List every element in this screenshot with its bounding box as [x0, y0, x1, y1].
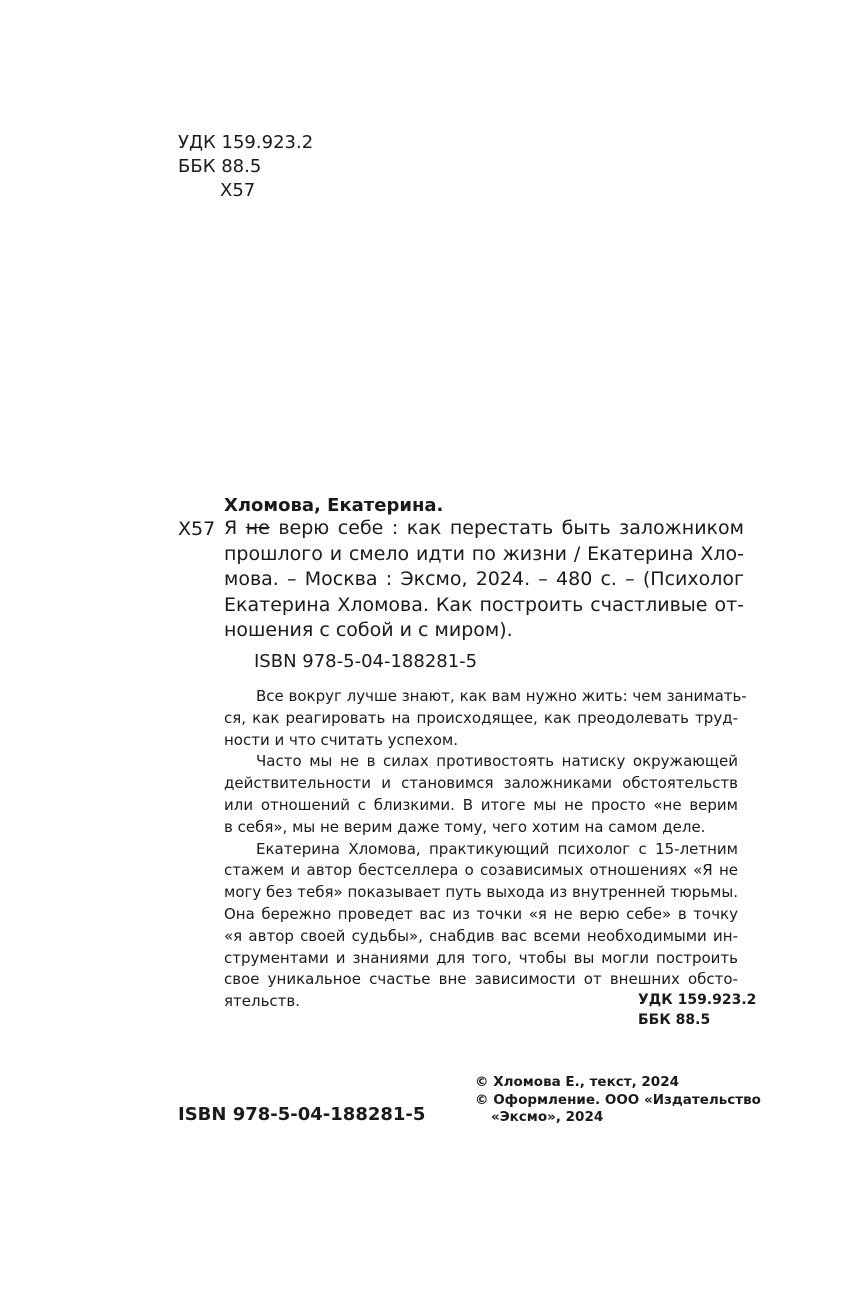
bottom-udk-code: УДК 159.923.2: [638, 992, 757, 1008]
copyright-line: © Хломова Е., текст, 2024: [475, 1074, 679, 1090]
annotation-line: струментами и знаниями для того, чтобы вы могли построить: [224, 948, 738, 967]
copyright-line: «Эксмо», 2024: [491, 1109, 604, 1125]
copyright-line: © Оформление. ООО «Издательство: [475, 1091, 761, 1108]
bibliographic-description: [224, 516, 744, 644]
annotation-line: Часто мы не в силах противостоять натиску окружающей: [256, 752, 738, 771]
title-prefix: Я: [224, 517, 238, 539]
bottom-isbn: ISBN 978-5-04-188281-5: [178, 1104, 426, 1125]
title-line: Екатерина Хломова. Как построить счастливые от-: [224, 593, 744, 616]
annotation-line: действительности и становимся заложниками обстоятельств: [224, 774, 738, 793]
annotation-line: ся, как реагировать на происходящее, как преодолевать труд-: [224, 708, 738, 727]
annotation-line: Она бережно проведет вас из точки «я не верю себе» в точку: [224, 904, 738, 923]
annotation: [224, 686, 747, 1013]
title-line-text: верю себе : как перестать быть заложником: [278, 517, 744, 539]
bottom-classification: [638, 990, 756, 1030]
title-line: ношения с собой и с миром).: [224, 619, 513, 641]
annotation-line: или отношений с близкими. В итоге мы не просто «не верим: [224, 795, 738, 814]
title-line: [224, 516, 744, 542]
annotation-line: ности и что считать успехом.: [224, 730, 458, 749]
record-author-sign: Х57: [178, 518, 216, 540]
annotation-line: в себя», мы не верим даже тому, чего хотим на самом деле.: [224, 817, 706, 836]
author-sign-code: Х57: [220, 180, 256, 201]
annotation-line: «я автор своей судьбы», снабдив вас всеми необходимыми ин-: [224, 926, 738, 945]
annotation-line: Все вокруг лучше знают, как вам нужно жить: чем занимать-: [256, 687, 747, 705]
annotation-line: свое уникальное счастье вне зависимости от внешних обсто-: [224, 970, 738, 989]
title-struck-word: не: [245, 517, 270, 539]
copyright-notice: [475, 1074, 761, 1127]
bottom-bbk-code: ББК 88.5: [638, 1012, 711, 1028]
annotation-line: Екатерина Хломова, практикующий психолог с 15-летним: [256, 839, 738, 858]
annotation-paragraph: [224, 839, 738, 1013]
title-line: мова. – Москва : Эксмо, 2024. – 480 с. – (Психолог: [224, 568, 744, 590]
annotation-line: ятельств.: [224, 992, 301, 1011]
udk-code: УДК 159.923.2: [178, 132, 314, 153]
bbk-code: ББК 88.5: [178, 156, 262, 177]
author-heading: Хломова, Екатерина.: [224, 495, 444, 516]
annotation-line: стажем и автор бестселлера о созависимых отношениях «Я не: [224, 861, 738, 880]
annotation-paragraph: [224, 686, 747, 751]
annotation-paragraph: [224, 751, 738, 838]
title-line: прошлого и смело идти по жизни / Екатерина Хло-: [224, 542, 744, 565]
record-isbn: ISBN 978-5-04-188281-5: [254, 651, 478, 672]
top-classification: [178, 131, 313, 203]
annotation-line: могу без тебя» показывает путь выхода из внутренней тюрьмы.: [224, 883, 738, 902]
